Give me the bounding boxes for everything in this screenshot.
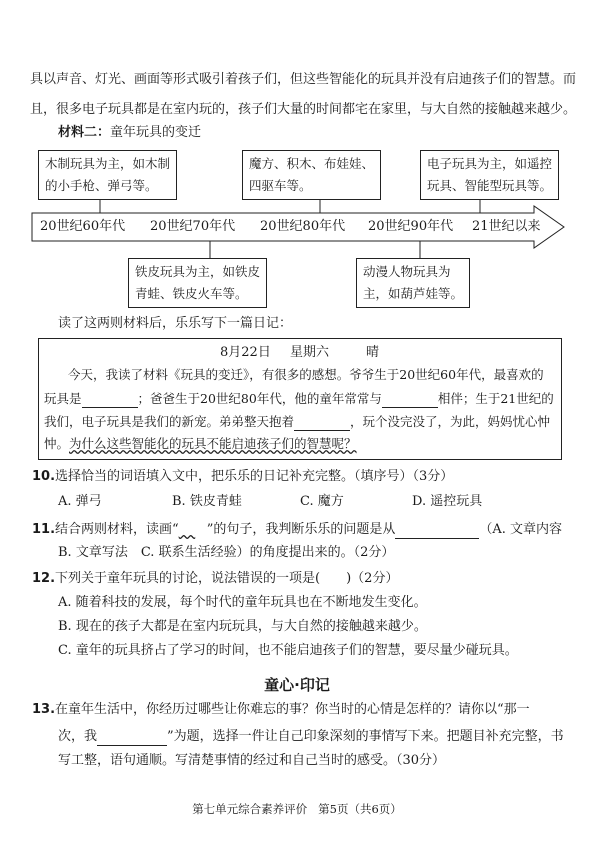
diary-weekday: 星期六 xyxy=(290,345,330,360)
q13-line-2 xyxy=(58,727,564,746)
q10-option-a[interactable]: A. 弹弓 xyxy=(58,494,102,509)
diary-date: 8月22日 xyxy=(220,345,271,360)
timeline-label-60s: 20世纪60年代 xyxy=(40,219,126,234)
box-text: 动漫人物玩具为 xyxy=(363,264,451,279)
diary-text: 相伴；生于21世纪的 xyxy=(437,391,554,406)
blank-3[interactable] xyxy=(294,412,350,431)
material-title: 童年玩具的变迁 xyxy=(110,125,202,140)
q13-text: ”为题，选择一件让自己印象深刻的事情写下来。把题目补充完整，书 xyxy=(167,729,564,744)
box-text: 青蛙、铁皮火车等。 xyxy=(135,286,248,301)
diary-line-3 xyxy=(44,412,550,431)
q13-text: 次，我 xyxy=(58,729,98,744)
footer-unit: 第七单元综合素养评价 xyxy=(192,802,308,816)
material-heading xyxy=(58,124,201,142)
timeline-box-60s xyxy=(38,150,177,200)
q13-text: 在童年生活中，你经历过哪些让你难忘的事？你当时的心情是怎样的？请你以“那一 xyxy=(55,702,530,717)
diary-intro: 读了这两则材料后，乐乐写下一篇日记： xyxy=(58,316,293,331)
q12-text: 下列关于童年玩具的讨论，说法错误的一项是( )（2分） xyxy=(55,571,399,586)
diary-line-1: 今天，我读了材料《玩具的变迁》，有很多的感想。爷爷生于20世纪60年代，最喜欢的 xyxy=(68,367,544,382)
diary-text: 玩具是 xyxy=(44,391,82,406)
footer-page: 第5页（共6页） xyxy=(318,802,402,816)
diary-question-wavy: 为什么这些智能化的玩具不能启迪孩子们的智慧呢？ xyxy=(69,436,357,451)
diary-text: 忡。 xyxy=(44,436,70,451)
box-text: 四驱车等。 xyxy=(249,178,312,193)
q11-text: （A. 文章内容 xyxy=(479,522,562,537)
box-text: 铁皮玩具为主，如铁皮 xyxy=(135,264,261,279)
q12-option-c[interactable]: C. 童年的玩具挤占了学习的时间，也不能启迪孩子们的智慧，要尽量少碰玩具。 xyxy=(58,643,518,658)
intro-line-2: 且，很多电子玩具都是在室内玩的，孩子们大量的时间都宅在家里，与大自然的接触越来越少。 xyxy=(30,102,577,117)
timeline-label-80s: 20世纪80年代 xyxy=(260,219,346,234)
section-title: 童心·印记 xyxy=(264,676,330,694)
blank-2[interactable] xyxy=(382,389,438,408)
q11-text: 结合两则材料，读画“ xyxy=(55,522,179,537)
box-text: 主，如葫芦娃等。 xyxy=(363,286,464,301)
q12-option-a[interactable]: A. 随着科技的发展，每个时代的童年玩具也在不断地发生变化。 xyxy=(58,595,427,610)
q10-text: 选择恰当的词语填入文中，把乐乐的日记补充完整。（填序号）（3分） xyxy=(55,469,454,484)
q12-option-b[interactable]: B. 现在的孩子大都是在室内玩玩具，与大自然的接触越来越少。 xyxy=(58,619,427,634)
timeline-box-80s xyxy=(242,150,381,200)
box-text: 木制玩具为主，如木制 xyxy=(45,156,171,171)
q11-number: 11. xyxy=(32,522,56,537)
q10-option-c[interactable]: C. 魔方 xyxy=(300,494,344,509)
timeline-label-21c: 21世纪以来 xyxy=(472,219,541,234)
q13-number: 13. xyxy=(32,702,56,717)
q13-line-1 xyxy=(32,701,530,719)
material-label: 材料二： xyxy=(58,125,111,140)
q13-title-blank[interactable] xyxy=(97,727,167,746)
timeline-label-90s: 20世纪90年代 xyxy=(368,219,454,234)
q13-line-3: 写工整，语句通顺。写清楚事情的经过和自己当时的感受。（30分） xyxy=(58,753,446,768)
timeline-box-90s xyxy=(356,258,470,308)
timeline-box-70s xyxy=(128,258,267,308)
timeline-label-70s: 20世纪70年代 xyxy=(150,219,236,234)
q11-line-2: B. 文章写法 C. 联系生活经验）的角度提出来的。（2分） xyxy=(58,545,395,560)
diary-line-2 xyxy=(44,389,554,408)
q12-number: 12. xyxy=(32,571,56,586)
q10-option-b[interactable]: B. 铁皮青蛙 xyxy=(172,494,242,509)
diary-line-4 xyxy=(44,435,357,453)
box-text: 玩具、智能型玩具等。 xyxy=(427,178,553,193)
q11-answer-blank[interactable] xyxy=(395,520,479,539)
box-text: 电子玩具为主，如遥控 xyxy=(427,156,553,171)
box-text: 的小手枪、弹弓等。 xyxy=(45,178,158,193)
page-footer xyxy=(0,801,594,817)
timeline-box-21c xyxy=(420,150,559,200)
q10-option-d[interactable]: D. 遥控玩具 xyxy=(412,494,483,509)
box-text: 魔方、积木、布娃娃、 xyxy=(249,156,375,171)
blank-1[interactable] xyxy=(82,389,138,408)
q10-number: 10. xyxy=(32,469,56,484)
diary-text: 我们，电子玩具是我们的新宠。弟弟整天抱着 xyxy=(44,414,295,429)
diary-text: ；爸爸生于20世纪80年代，他的童年常常与 xyxy=(137,391,382,406)
q11-stem xyxy=(32,520,562,539)
q12-stem xyxy=(32,570,398,588)
intro-line-1: 具以声音、灯光、画面等形式吸引着孩子们，但这些智能化的玩具并没有启迪孩子们的智慧。而 xyxy=(30,72,577,87)
q11-text: ”的句子，我判断乐乐的问题是从 xyxy=(206,522,396,537)
diary-text: ，玩个没完没了，为此，妈妈忧心忡 xyxy=(350,414,551,429)
wavy-mark xyxy=(179,521,207,539)
q10-stem xyxy=(32,468,453,486)
diary-weather: 晴 xyxy=(366,345,380,360)
